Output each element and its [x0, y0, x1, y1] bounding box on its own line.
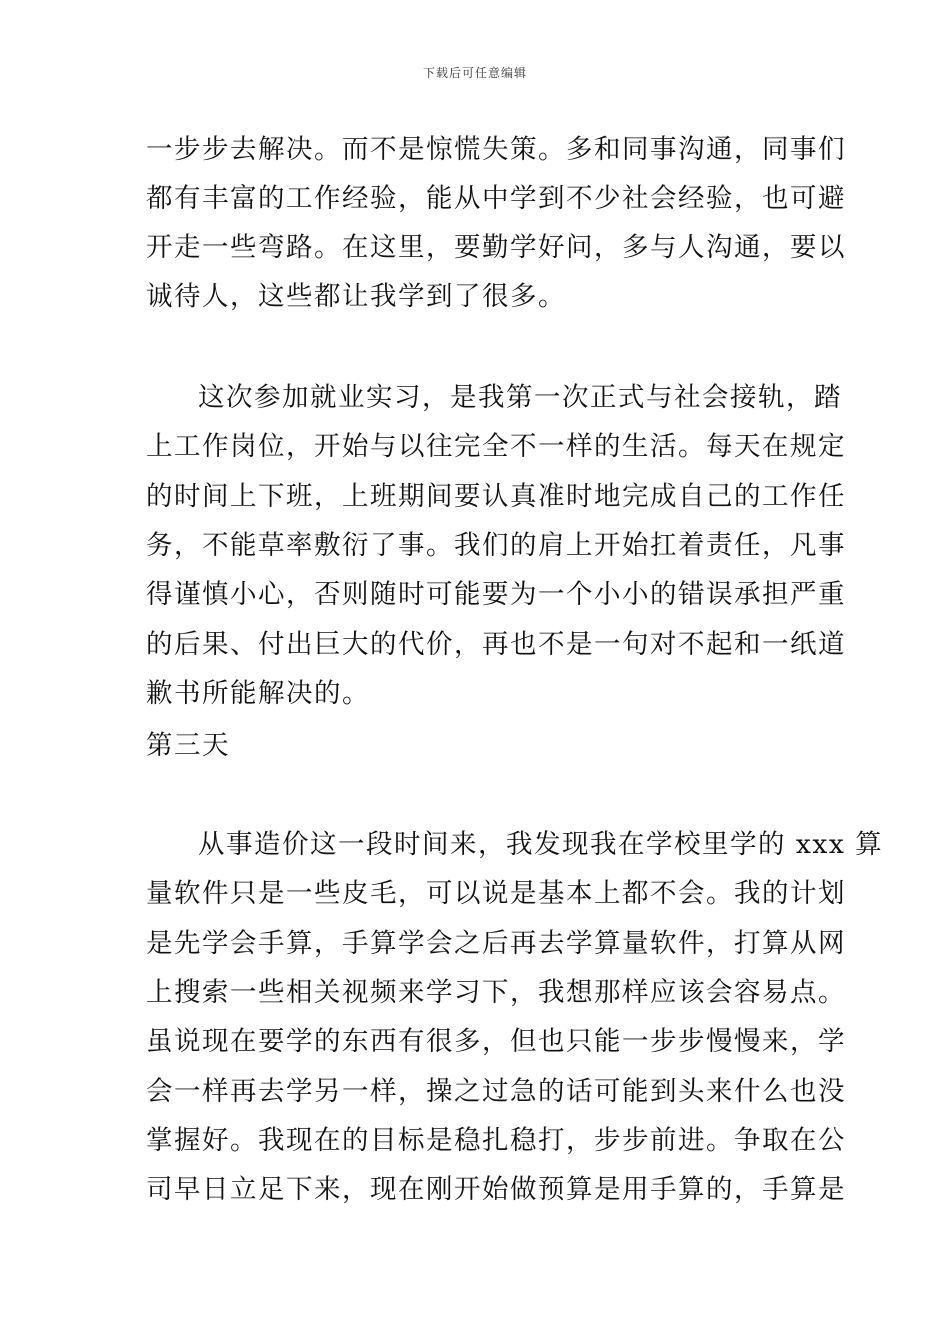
paragraph-3-line-4: 上搜索一些相关视频来学习下，我想那样应该会容易点。: [146, 977, 846, 1008]
paragraph-3-line-6: 会一样再去学另一样，操之过急的话可能到头来什么也没: [146, 1076, 846, 1107]
paragraph-3-line-1: 从事造价这一段时间来，我发现我在学校里学的 xxx 算: [198, 829, 884, 860]
section-heading: 第三天: [146, 730, 230, 761]
paragraph-1-line-4: 诚待人，这些都让我学到了很多。: [146, 281, 566, 312]
paragraph-3-line-7: 掌握好。我现在的目标是稳扎稳打，步步前进。争取在公: [146, 1125, 846, 1156]
paragraph-3-line-5: 虽说现在要学的东西有很多，但也只能一步步慢慢来，学: [146, 1026, 846, 1057]
paragraph-2-line-6: 的后果、付出巨大的代价，再也不是一句对不起和一纸道: [146, 629, 846, 660]
paragraph-1-line-2: 都有丰富的工作经验，能从中学到不少社会经验，也可避: [146, 183, 846, 214]
paragraph-2-line-4: 务，不能草率敷衍了事。我们的肩上开始扛着责任，凡事: [146, 530, 846, 561]
paragraph-2-line-3: 的时间上下班，上班期间要认真准时地完成自己的工作任: [146, 481, 846, 512]
paragraph-2-line-5: 得谨慎小心，否则随时可能要为一个小小的错误承担严重: [146, 579, 846, 610]
paragraph-2-line-7: 歉书所能解决的。: [146, 678, 370, 709]
paragraph-3-line-3: 是先学会手算，手算学会之后再去学算量软件，打算从网: [146, 928, 846, 959]
paragraph-1-line-3: 开走一些弯路。在这里，要勤学好问，多与人沟通，要以: [146, 232, 846, 263]
paragraph-3-line-2: 量软件只是一些皮毛，可以说是基本上都不会。我的计划: [146, 878, 846, 909]
paragraph-1-line-1: 一步步去解决。而不是惊慌失策。多和同事沟通，同事们: [146, 134, 846, 165]
page-header: 下载后可任意编辑: [422, 66, 527, 80]
paragraph-2-line-2: 上工作岗位，开始与以往完全不一样的生活。每天在规定: [146, 431, 846, 462]
paragraph-3-line-8: 司早日立足下来，现在刚开始做预算是用手算的，手算是: [146, 1174, 846, 1205]
paragraph-2-line-1: 这次参加就业实习，是我第一次正式与社会接轨，踏: [198, 382, 842, 413]
